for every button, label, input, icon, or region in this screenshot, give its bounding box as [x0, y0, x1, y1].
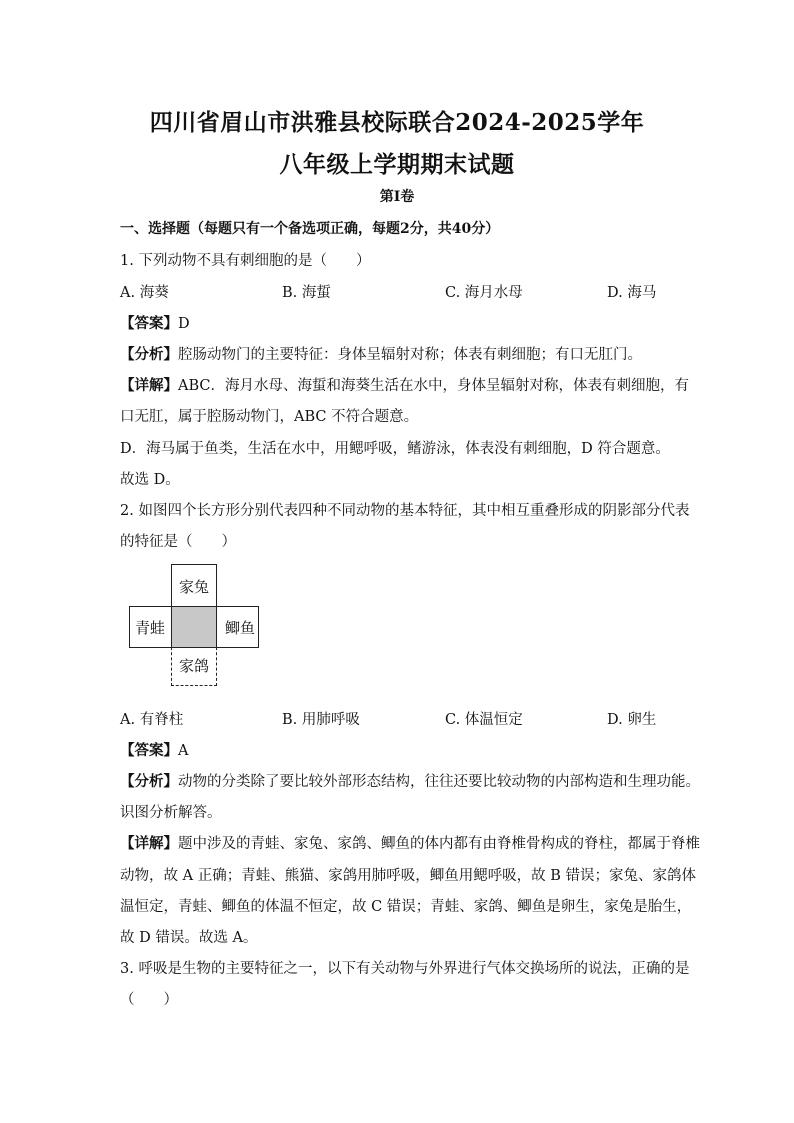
q1-option-a: A. 海葵 [120, 285, 169, 301]
q3-stem-line-2: （ ） [120, 992, 178, 1008]
q1-detail-label: 【详解】 [120, 377, 178, 394]
q2-detail-text-1: 题中涉及的青蛙、家兔、家鸽、鲫鱼的体内都有由脊椎骨构成的脊柱，都属于脊椎 [178, 836, 700, 852]
q2-detail-label: 【详解】 [120, 835, 178, 852]
q1-detail-line-4: 故选 D。 [120, 472, 180, 488]
q2-option-d: D. 卵生 [607, 712, 657, 728]
rect-pigeon [171, 606, 217, 686]
q2-detail-line-4: 故 D 错误。故选 A。 [120, 930, 258, 946]
q1-detail [120, 374, 689, 395]
q2-answer [120, 739, 188, 760]
page-title-line-2: 八年级上学期期末试题 [279, 151, 515, 178]
q2-stem-line-2: 的特征是（ ） [120, 534, 236, 550]
q2-answer-label: 【答案】 [120, 742, 178, 759]
volume-label: 第Ⅰ卷 [379, 189, 415, 205]
q2-detail [120, 832, 700, 853]
q2-analysis-line-2: 识图分析解答。 [120, 805, 222, 821]
q1-option-b: B. 海蜇 [282, 285, 331, 301]
q2-option-b: B. 用肺呼吸 [282, 712, 360, 728]
q2-analysis [120, 770, 700, 791]
q2-detail-line-2: 动物，故 A 正确；青蛙、熊猫、家鸽用肺呼吸，鲫鱼用鳃呼吸，故 B 错误；家兔、家鸽体 [120, 868, 697, 884]
animal-overlap-diagram [129, 564, 259, 686]
q2-detail-line-3: 温恒定，青蛙、鲫鱼的体温不恒定，故 C 错误；青蛙、家鸽、鲫鱼是卵生，家兔是胎生， [120, 899, 692, 915]
label-crucian-carp: 鲫鱼 [224, 618, 255, 637]
q2-stem-line-1: 2. 如图四个长方形分别代表四种不同动物的基本特征，其中相互重叠形成的阴影部分代表 [120, 503, 690, 519]
q2-analysis-label: 【分析】 [120, 773, 178, 790]
label-pigeon: 家鸽 [178, 657, 209, 675]
q2-option-c: C. 体温恒定 [445, 712, 523, 728]
q1-option-c: C. 海月水母 [445, 285, 523, 301]
label-frog: 青蛙 [135, 618, 166, 637]
q1-answer-value: D [178, 316, 190, 332]
q1-detail-line-2: 口无肛，属于腔肠动物门，ABC 不符合题意。 [120, 409, 419, 425]
q1-analysis-text: 腔肠动物门的主要特征：身体呈辐射对称；体表有刺细胞；有口无肛门。 [178, 347, 642, 363]
q1-analysis-label: 【分析】 [120, 346, 178, 363]
q1-analysis [120, 343, 642, 364]
q2-option-a: A. 有脊柱 [120, 712, 184, 728]
q1-stem: 1. 下列动物不具有刺细胞的是（ ） [120, 253, 371, 269]
q1-answer [120, 312, 190, 333]
label-rabbit: 家兔 [178, 578, 209, 596]
page-title-line-1: 四川省眉山市洪雅县校际联合2024-2025学年 [149, 109, 645, 136]
section-heading: 一、选择题（每题只有一个备选项正确，每题2分，共40分） [120, 221, 500, 237]
q3-stem-line-1: 3. 呼吸是生物的主要特征之一，以下有关动物与外界进行气体交换场所的说法，正确的是 [120, 961, 690, 977]
q2-analysis-text-1: 动物的分类除了要比较外部形态结构，往往还要比较动物的内部构造和生理功能。 [178, 774, 700, 790]
q1-answer-label: 【答案】 [120, 315, 178, 332]
q1-detail-text-1: ABC．海月水母、海蜇和海葵生活在水中，身体呈辐射对称，体表有刺细胞，有 [178, 378, 689, 394]
q1-detail-line-3: D．海马属于鱼类，生活在水中，用鳃呼吸，鳍游泳，体表没有刺细胞，D 符合题意。 [120, 441, 670, 457]
q1-option-d: D. 海马 [607, 285, 657, 301]
q2-answer-value: A [178, 743, 189, 759]
